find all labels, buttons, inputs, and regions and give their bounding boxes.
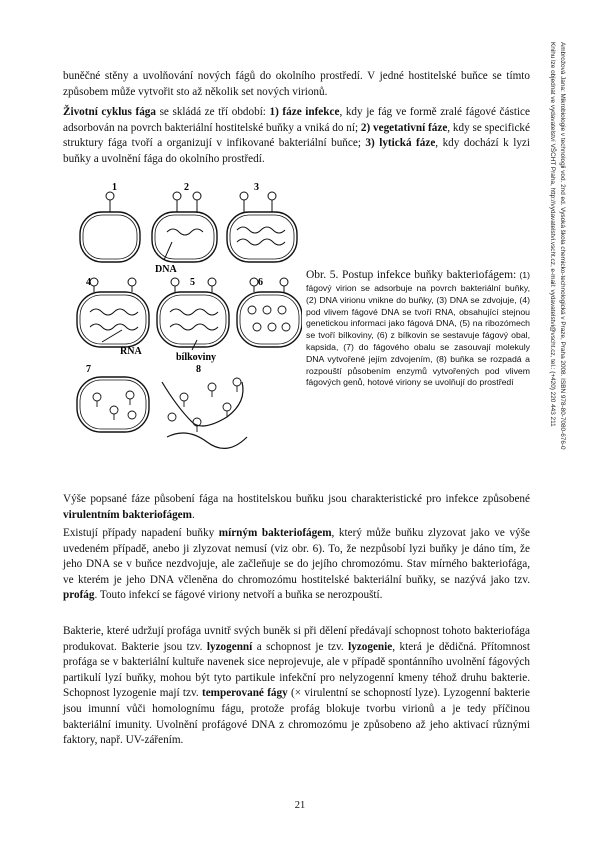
paragraph-virulent [63,492,530,523]
term-virulent-phage: virulentním bakteriofágem [63,508,192,521]
paragraph-life-cycle [63,105,530,167]
figure-label-3: 3 [254,182,259,193]
text: , kdy je fág ve formě zralé fágové částice adsorbován na povrch bakteriální hostitelské buňky a vniká do ní; [63,106,530,134]
figure-label-5: 5 [190,277,195,288]
text: , kdy dochází k lyzi buňky a uvolnění fága do okolního prostředí. [63,137,530,165]
figure-label-8: 8 [196,364,201,375]
text: . [191,508,195,521]
figure-label-rna: RNA [120,346,142,357]
term-mild-phage: mírným bakteriofágem [218,527,332,539]
text: (× virulentní se schopností lyze). Lyzogenní bakterie jsou imunní vůči homolognímu fágu, protože profág blokuje tvorbu virionů a je tedy příčinou bakteriální imunity. Uvolnění profágové DNA z chromozómu je způsobeno až jeho aktivací různými faktory, např. UV-zářením. [63,687,530,747]
text: , která je dědičná. Přítomnost profága se v bakteriální kultuře navenek sice neprojevuje, ale v případě spontánního uvolnění fágových partikulí lyzí buňky, mohou být tyto partikule infekční pro nelyzogenní kmeny téhož druhu bakterie. Schopnost lyzogenie mají tzv. [63,640,531,700]
term-life-cycle: Životní cyklus fága [63,106,156,118]
figure-label-dna: DNA [155,264,177,275]
figure-label-bilkoviny: bílkoviny [176,352,217,363]
figure-label-6: 6 [258,277,263,288]
sidebar-citation-line: Ambrožová Jana: Mikrobiologie v technologii vod. 2nd ed. Vysoká škola chemicko-technologická v Praze, Praha 2008. ISBN 978-80-7080-676-0 [559,42,566,450]
figure-label-2: 2 [184,182,189,193]
term-lysogenic: lyzogenní [206,640,253,653]
caption-body: (1) fágový virion se adsorbuje na povrch bakteriální buňky, (2) DNA virionu vnikne do buňky, (3) DNA se zdvojuje, (4) pod vlivem fágové DNA se tvoří RNA, obsahující stejnou genetickou informaci jako fágová DNA, (5) na ribozómech se tvoří bílkoviny, (6) z bílkovin se sestavuje fágový obal, kapsida, (7) do fágového obalu se zasouvají molekuly DNA vytvořené jejím zdvojením, (8) buňka se rozpadá a rozpouští působením enzymů vytvořených pod vlivem fágových genů, hotové viriony se uvolňují do prostředí [306,270,531,388]
sidebar-order-line: Knihu lze objednat ve vydavatelství VŠCHT Praha, http://vydavatelstvi.vscht.cz, e-mail: vydavatelstvi@vscht.cz, tel.: (+420) 220 443 211 [549,42,556,427]
term-vegetative-phase: 2) vegetativní fáze [360,121,448,134]
term-infection-phase: 1) fáze infekce [269,106,340,118]
text: se skládá ze tří období: [155,106,270,118]
paragraph-temperate [63,526,530,604]
figure-caption [306,268,530,389]
figure-label-4: 4 [86,277,91,288]
text: , kdy se specifické struktury fága tvoří a organizují v infikované bakteriální buňce; [63,121,530,150]
figure-label-1: 1 [112,182,117,193]
cell-3 [227,212,297,262]
paragraph-lysogeny [63,624,530,749]
phage-infection-figure [72,182,302,462]
page-number: 21 [294,800,306,811]
term-lysogeny: lyzogenie [348,640,393,653]
text: a schopnost je tzv. [252,640,349,653]
caption-title: Obr. 5. Postup infekce buňky bakteriofágem: [306,269,517,281]
text: . Touto infekcí se fágové viriony netvoří a buňka se nerozpouští. [94,589,383,602]
cell-8-lysed [162,382,243,426]
cell-4 [77,292,149,347]
text: Bakterie, které udržují profága uvnitř svých buněk si při dělení předávají schopnost tohoto bakteriofága produkovat. Bakterie jsou tzv. [63,625,530,653]
cell-1 [80,212,140,262]
figure-label-7: 7 [86,364,91,375]
cell-5 [157,292,229,347]
paragraph-intro: buněčné stěny a uvolňování nových fágů do okolního prostředí. V jedné hostitelské buňce se tímto způsobem může vytvořit sto až několik set nových virionů. [63,70,530,98]
text: Existují případy napadení buňky [63,527,219,539]
term-temperate-phages: temperované fágy [201,687,288,700]
term-lytic-phase: 3) lytická fáze [365,137,436,150]
cell-7 [77,377,149,432]
text: , který může buňku zlyzovat jako ve výše uvedeném případě, anebo ji zlyzovat nemusí (viz obr. 6). To, že nezpůsobí lyzi buňky je dáno tím, že jeho DNA se v buňce nezdvojuje, ale začleňuje se do jejího chromozómu. Stav mírného bakteriofága, ve kterém je jeho DNA včleněna do chromozómu hostitelské bakteriální buňky, se nazývá jako tzv. [63,527,530,586]
text: Výše popsané fáze působení fága na hostitelskou buňku jsou charakteristické pro infekce způsobené [63,493,530,505]
sidebar-citation [545,42,567,632]
term-prophage: profág [63,589,95,602]
